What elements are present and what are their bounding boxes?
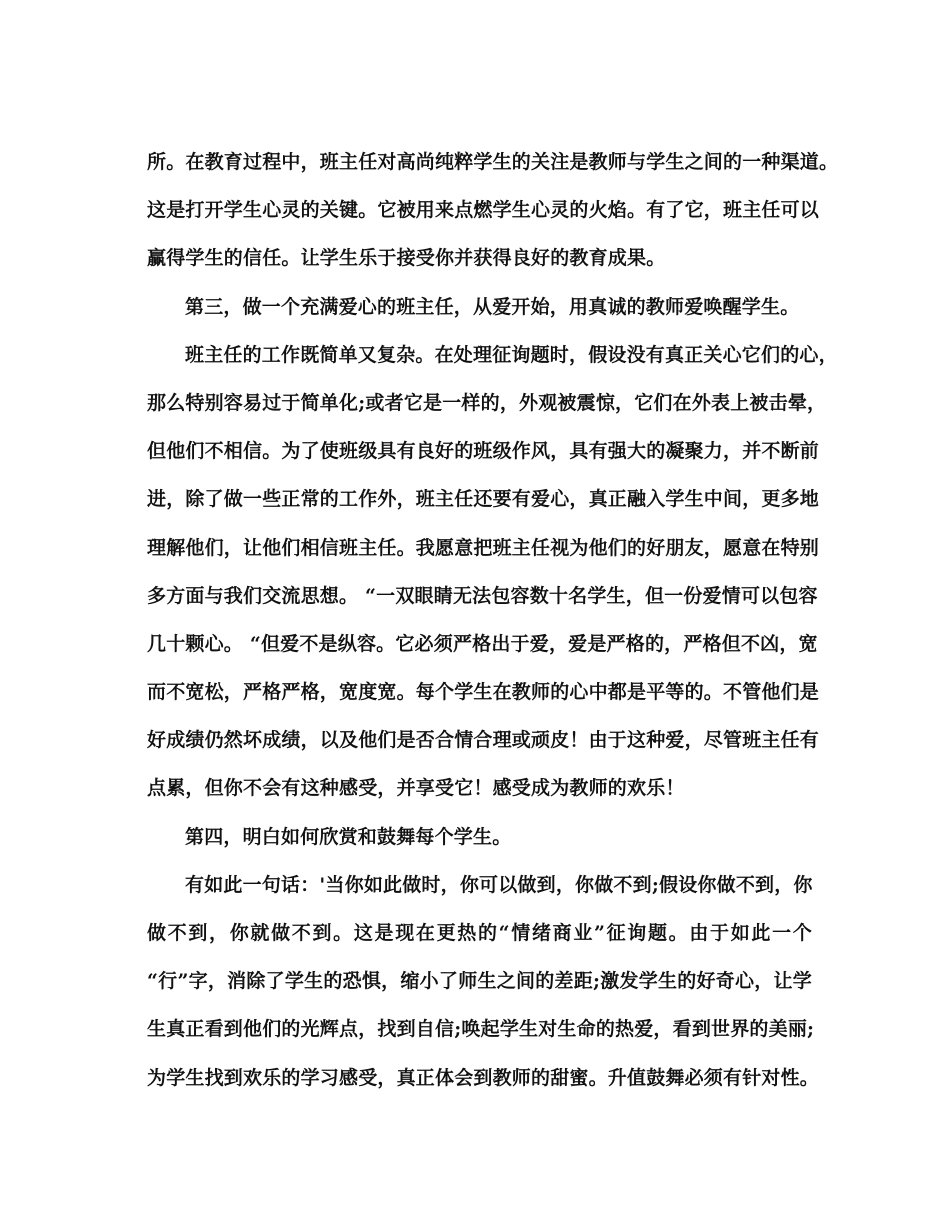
paragraph [147,283,812,331]
paragraph-line: “行”字，消除了学生的恐惧，缩小了师生之间的差距;激发学生的好奇心，让学 [147,970,812,993]
paragraph-line: 第三，做一个充满爱心的班主任，从爱开始，用真诚的教师爱唤醒学生。 [185,295,800,318]
paragraph-line: 而不宽松，严格严格，宽度宽。每个学生在教师的心中都是平等的。不管他们是 [147,681,820,704]
paragraph-line: 这是打开学生心灵的关键。它被用来点燃学生心灵的火焰。有了它，班主任可以 [147,199,820,222]
paragraph [147,138,839,283]
paragraph-line: 那么特别容易过于简单化;或者它是一样的，外观被震惊，它们在外表上被击晕， [147,391,827,414]
paragraph-line: 第四，明白如何欣赏和鼓舞每个学生。 [185,825,512,848]
paragraph [147,861,820,1102]
paragraph [147,813,812,861]
paragraph-line: 所。在教育过程中，班主任对高尚纯粹学生的关注是教师与学生之间的一种渠道。 [147,151,839,173]
document-body [147,138,839,1102]
paragraph-line: 为学生找到欢乐的学习感受，真正体会到教师的甜蜜。升值鼓舞必须有针对性。 [147,1066,820,1089]
paragraph-line: 进，除了做一些正常的工作外，班主任还要有爱心，真正融入学生中间，更多地 [147,488,820,511]
paragraph-line: 几十颗心。 “但爱不是纵容。它必须严格出于爱，爱是严格的，严格但不凶，宽 [147,632,818,655]
paragraph-line: 多方面与我们交流思想。 “一双眼睛无法包容数十名学生，但一份爱情可以包容 [147,584,818,607]
paragraph-line: 但他们不相信。为了使班级具有良好的班级作风，具有强大的凝聚力，并不断前 [147,440,820,463]
paragraph-line: 赢得学生的信任。让学生乐于接受你并获得良好的教育成果。 [147,247,666,270]
paragraph-line: 有如此一句话：'当你如此做时，你可以做到，你做不到;假设你做不到，你 [185,873,813,896]
paragraph [147,331,838,813]
paragraph-line: 点累，但你不会有这种感受，并享受它！感受成为教师的欢乐！ [147,777,685,800]
paragraph-line: 班主任的工作既简单又复杂。在处理征询题时，假设没有真正关心它们的心， [185,343,838,366]
paragraph-line: 生真正看到他们的光辉点，找到自信;唤起学生对生命的热爱，看到世界的美丽; [147,1018,815,1041]
paragraph-line: 好成绩仍然坏成绩，以及他们是否合情合理或顽皮！由于这种爱，尽管班主任有 [147,729,820,752]
paragraph-line: 理解他们，让他们相信班主任。我愿意把班主任视为他们的好朋友，愿意在特别 [147,536,820,559]
paragraph-line: 做不到，你就做不到。这是现在更热的“情绪商业”征询题。由于如此一个 [147,922,812,944]
